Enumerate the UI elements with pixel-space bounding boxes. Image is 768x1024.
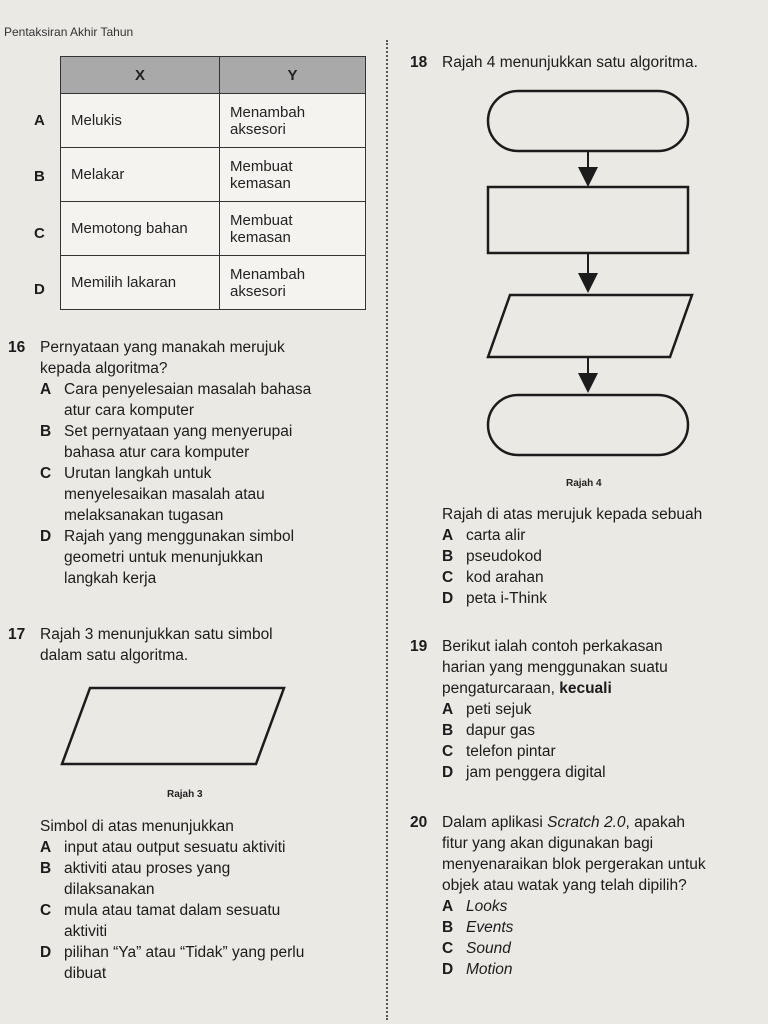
io-parallelogram-shape bbox=[488, 295, 692, 357]
question-number: 16 bbox=[8, 339, 26, 356]
question-number: 20 bbox=[410, 814, 428, 831]
table-cell-x: Memotong bahan bbox=[61, 202, 220, 256]
process-shape bbox=[488, 187, 688, 253]
table-cell-y: Menambah aksesori bbox=[220, 94, 366, 148]
option-b[interactable]: B aktiviti atau proses yang dilaksanakan bbox=[40, 860, 231, 898]
terminator-end-shape bbox=[488, 395, 688, 455]
row-letter-b: B bbox=[34, 168, 45, 185]
question-stem: Dalam aplikasi Scratch 2.0, apakah fitur yang akan digunakan bagi menyenaraikan blok pergerakan untuk objek atau watak yang telah dipilih? bbox=[442, 814, 706, 894]
option-d[interactable]: D peta i-Think bbox=[442, 590, 547, 607]
row-letter-c: C bbox=[34, 225, 45, 242]
table-row bbox=[61, 256, 366, 310]
figure-caption: Rajah 3 bbox=[167, 789, 203, 800]
option-b[interactable]: B dapur gas bbox=[442, 722, 535, 739]
option-c[interactable]: C telefon pintar bbox=[442, 743, 556, 760]
option-a[interactable]: A carta alir bbox=[442, 527, 526, 544]
table-cell-x: Melukis bbox=[61, 94, 220, 148]
question-19 bbox=[410, 636, 760, 783]
option-d[interactable]: D Motion bbox=[442, 961, 513, 978]
question-18 bbox=[410, 52, 760, 73]
option-a[interactable]: A input atau output sesuatu aktiviti bbox=[40, 839, 286, 856]
option-b[interactable]: B Events bbox=[442, 919, 514, 936]
matching-table bbox=[60, 56, 366, 310]
question-lead: Rajah di atas merujuk kepada sebuah bbox=[442, 506, 703, 523]
question-stem: Rajah 4 menunjukkan satu algoritma. bbox=[442, 54, 698, 71]
table-cell-y: Membuat kemasan bbox=[220, 202, 366, 256]
option-d[interactable]: D pilihan “Ya” atau “Tidak” yang perlu dibuat bbox=[40, 944, 305, 982]
table-cell-x: Melakar bbox=[61, 148, 220, 202]
page-header: Pentaksiran Akhir Tahun bbox=[4, 25, 134, 39]
question-stem: Pernyataan yang manakah merujuk kepada algoritma? bbox=[40, 339, 285, 377]
option-a[interactable]: A peti sejuk bbox=[442, 701, 532, 718]
question-17-options bbox=[8, 816, 378, 984]
question-number: 19 bbox=[410, 638, 428, 655]
table-row bbox=[61, 148, 366, 202]
question-number: 17 bbox=[8, 626, 26, 643]
table-cell-y: Menambah aksesori bbox=[220, 256, 366, 310]
question-20 bbox=[410, 812, 766, 980]
option-a[interactable]: A Looks bbox=[442, 898, 508, 915]
question-18-options bbox=[410, 504, 760, 609]
table-cell-y: Membuat kemasan bbox=[220, 148, 366, 202]
flowchart-diagram bbox=[478, 85, 698, 475]
question-16 bbox=[8, 337, 378, 589]
question-stem: Berikut ialah contoh perkakasan harian yang menggunakan suatu pengaturcaraan, kecuali bbox=[442, 638, 668, 697]
option-c[interactable]: C Sound bbox=[442, 940, 511, 957]
option-d[interactable]: D jam penggera digital bbox=[442, 764, 606, 781]
row-letter-a: A bbox=[34, 112, 45, 129]
question-lead: Simbol di atas menunjukkan bbox=[40, 818, 234, 835]
question-17 bbox=[8, 624, 378, 666]
question-number: 18 bbox=[410, 54, 428, 71]
table-header-y: Y bbox=[220, 57, 366, 94]
option-b[interactable]: B pseudokod bbox=[442, 548, 542, 565]
question-stem: Rajah 3 menunjukkan satu simbol dalam satu algoritma. bbox=[40, 626, 273, 664]
option-d[interactable]: D Rajah yang menggunakan simbol geometri untuk menunjukkan langkah kerja bbox=[40, 528, 295, 587]
parallelogram-symbol bbox=[60, 680, 300, 770]
table-row bbox=[61, 202, 366, 256]
table-cell-x: Memilih lakaran bbox=[61, 256, 220, 310]
option-c[interactable]: C kod arahan bbox=[442, 569, 544, 586]
figure-caption: Rajah 4 bbox=[566, 478, 602, 489]
table-header-x: X bbox=[61, 57, 220, 94]
terminator-start-shape bbox=[488, 91, 688, 151]
option-b[interactable]: B Set pernyataan yang menyerupai bahasa atur cara komputer bbox=[40, 423, 293, 461]
column-divider bbox=[386, 40, 388, 1020]
option-c[interactable]: C Urutan langkah untuk menyelesaikan masalah atau melaksanakan tugasan bbox=[40, 465, 265, 524]
option-a[interactable]: A Cara penyelesaian masalah bahasa atur cara komputer bbox=[40, 381, 312, 419]
table-row bbox=[61, 94, 366, 148]
row-letter-d: D bbox=[34, 281, 45, 298]
io-parallelogram-shape bbox=[62, 688, 284, 764]
option-c[interactable]: C mula atau tamat dalam sesuatu aktiviti bbox=[40, 902, 281, 940]
